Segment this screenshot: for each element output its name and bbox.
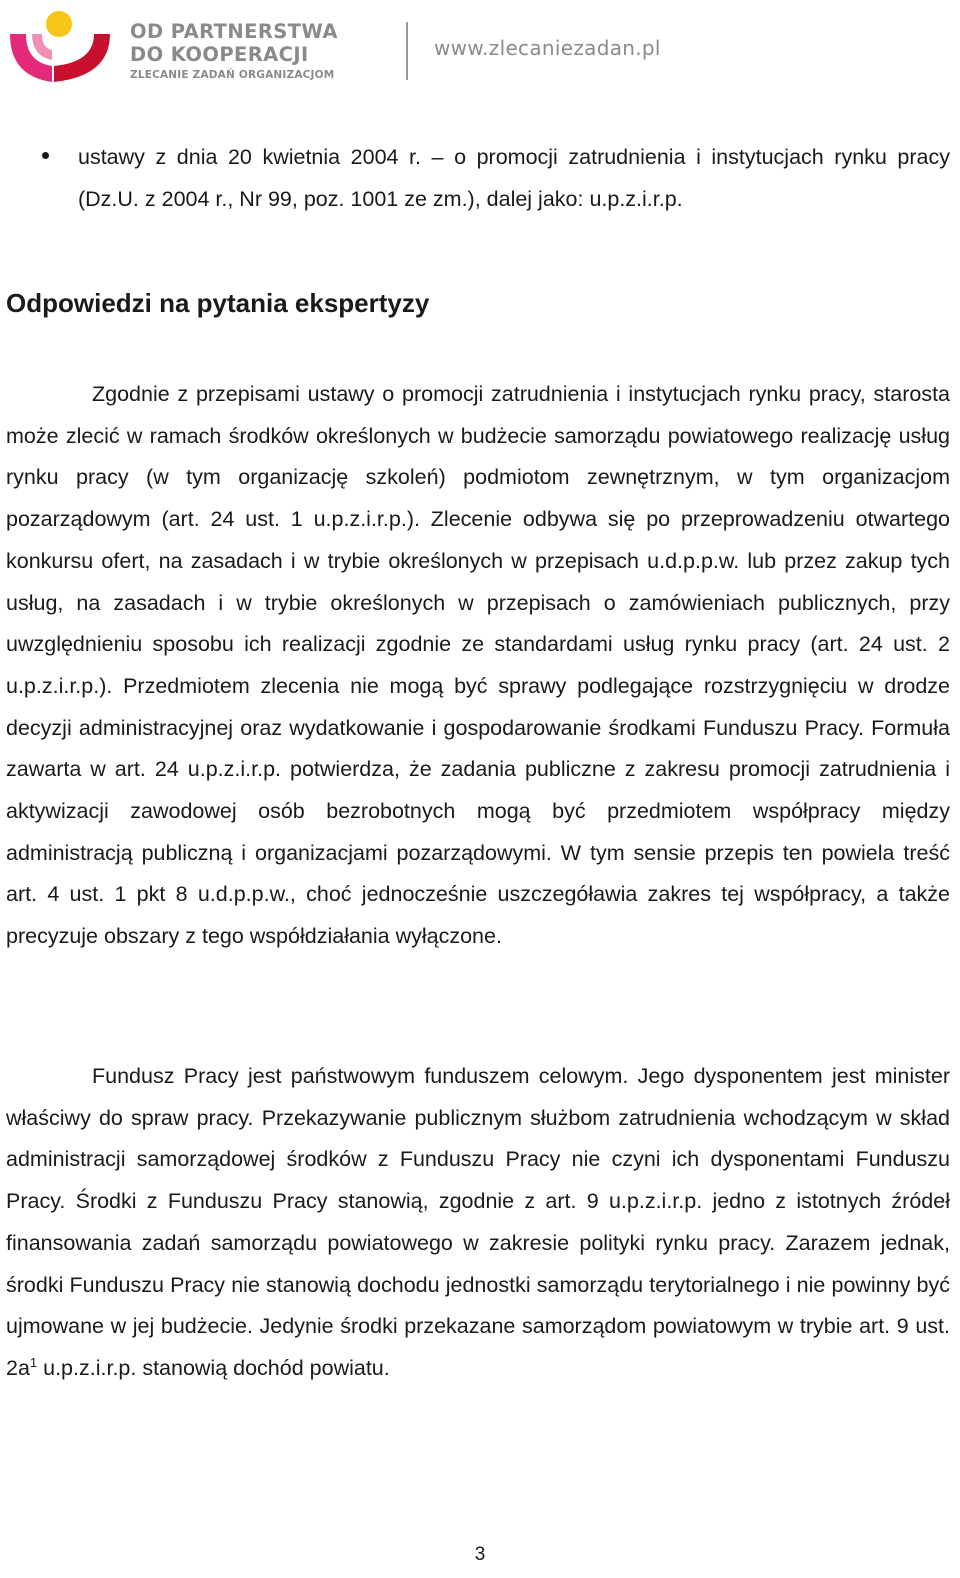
page-number: 3 bbox=[474, 1544, 486, 1565]
paragraph-2-text-end: u.p.z.i.r.p. stanowią dochód powiatu. bbox=[37, 1355, 390, 1380]
paragraph-2-text: Fundusz Pracy jest państwowym funduszem celowym. Jego dysponentem jest minister właściwy do spraw pracy. Przekazywanie publicznym służbom zatrudnienia wchodzącym w skład administracji samorządowej środków z Funduszu Pracy nie czyni ich dysponentami Funduszu Pracy. Środki z Funduszu Pracy stanowią, zgodnie z art. 9 u.p.z.i.r.p. jedno z istotnych źródeł finansowania zadań samorządu powiatowego w zakresie polityki rynku pracy. Zarazem jednak, środki Funduszu Pracy nie stanowią dochodu jednostki samorządu terytorialnego i nie powinny być ujmowane w jej budżecie. Jedynie środki przekazane samorządom powiatowym w trybie art. 9 ust. 2a bbox=[6, 1064, 950, 1380]
paragraph-2 bbox=[6, 1056, 950, 1390]
bullet-icon bbox=[42, 152, 49, 159]
header-divider bbox=[406, 22, 408, 80]
page-header bbox=[0, 0, 960, 100]
header-url: www.zlecaniezadan.pl bbox=[434, 36, 661, 60]
logo-icon bbox=[6, 4, 116, 86]
logo-tagline: ZLECANIE ZADAŃ ORGANIZACJOM bbox=[130, 69, 335, 81]
bullet-text: ustawy z dnia 20 kwietnia 2004 r. – o promocji zatrudnienia i instytucjach rynku pracy (Dz.U. z 2004 r., Nr 99, poz. 1001 ze zm.), dalej jako: u.p.z.i.r.p. bbox=[78, 145, 950, 211]
logo-line-2: DO KOOPERACJI bbox=[130, 42, 309, 66]
logo-line-1: OD PARTNERSTWA bbox=[130, 20, 338, 43]
section-heading: Odpowiedzi na pytania ekspertyzy bbox=[6, 288, 430, 318]
paragraph-1: Zgodnie z przepisami ustawy o promocji zatrudnienia i instytucjach rynku pracy, starosta może zlecić w ramach środków określonych w budżecie samorządu powiatowego realizację usług rynku pracy (w tym organizację szkoleń) podmiotom zewnętrznym, w tym organizacjom pozarządowym (art. 24 ust. 1 u.p.z.i.r.p.). Zlecenie odbywa się po przeprowadzeniu otwartego konkursu ofert, na zasadach i w trybie określonych w przepisach u.d.p.p.w. lub przez zakup tych usług, na zasadach i w trybie określonych w przepisach o zamówieniach publicznych, przy uwzględnieniu sposobu ich realizacji zgodnie ze standardami usług rynku pracy (art. 24 ust. 2 u.p.z.i.r.p.). Przedmiotem zlecenia nie mogą być sprawy podlegające rozstrzygnięciu w drodze decyzji administracyjnej oraz wydatkowanie i gospodarowanie środkami Funduszu Pracy. Formuła zawarta w art. 24 u.p.z.i.r.p. potwierdza, że zadania publiczne z zakresu promocji zatrudnienia i aktywizacji zawodowej osób bezrobotnych mogą być przedmiotem współpracy między administracją publiczną i organizacjami pozarządowymi. W tym sensie przepis ten powiela treść art. 4 ust. 1 pkt 8 u.d.p.p.w., choć jednocześnie uszczegóławia zakres tej współpracy, a także precyzuje obszary z tego współdziałania wyłączone. bbox=[6, 382, 950, 949]
footnote-reference: 1 bbox=[29, 1354, 38, 1370]
logo-wordmark bbox=[130, 22, 338, 81]
